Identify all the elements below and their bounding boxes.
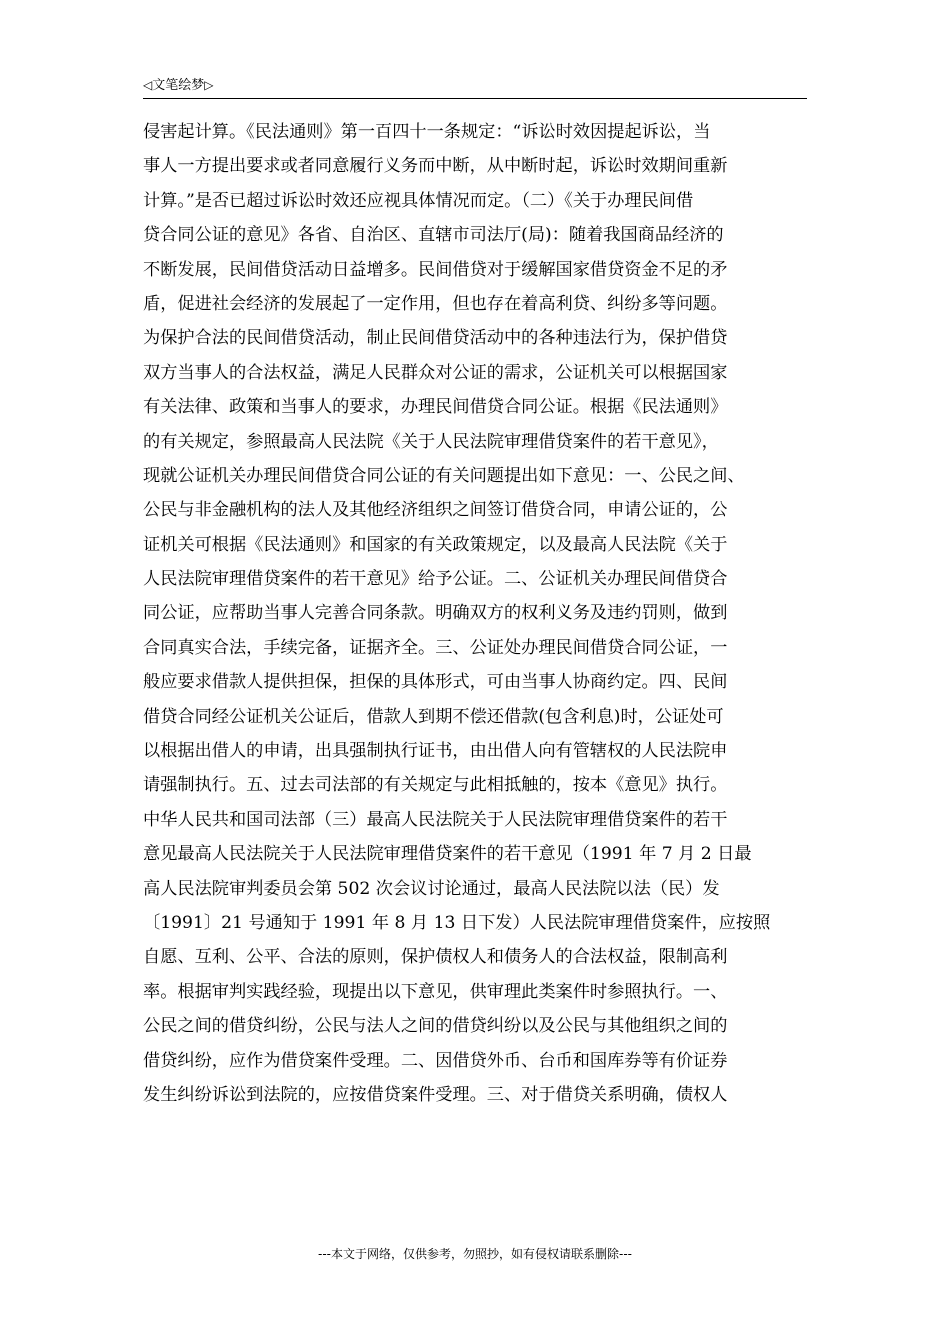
text-line: 率。根据审判实践经验，现提出以下意见，供审理此类案件时参照执行。一、 <box>143 981 728 1002</box>
text-line: 借贷纠纷，应作为借贷案件受理。二、因借贷外币、台币和国库券等有价证券 <box>143 1050 728 1071</box>
page-footer: ---本文于网络，仅供参考，勿照抄，如有侵权请联系删除--- <box>318 1247 632 1261</box>
text-line: 公民之间的借贷纠纷，公民与法人之间的借贷纠纷以及公民与其他组织之间的 <box>143 1016 728 1037</box>
page-header <box>143 74 807 99</box>
document-body <box>143 115 807 1112</box>
text-line: 盾，促进社会经济的发展起了一定作用，但也存在着高利贷、纠纷多等问题。 <box>143 293 728 314</box>
text-line: 般应要求借款人提供担保，担保的具体形式，可由当事人协商约定。四、民间 <box>143 672 728 693</box>
text-line: 人民法院审理借贷案件的若干意见》给予公证。二、公证机关办理民间借贷合 <box>143 569 728 590</box>
text-line: 合同真实合法，手续完备，证据齐全。三、公证处办理民间借贷合同公证，一 <box>143 637 728 658</box>
text-line: 的有关规定，参照最高人民法院《关于人民法院审理借贷案件的若干意见》， <box>143 431 719 452</box>
header-title <box>143 76 213 95</box>
text-line: 贷合同公证的意见》各省、自治区、直辖市司法厅(局)：随着我国商品经济的 <box>143 225 724 246</box>
text-line: 〔1991〕21 号通知于 1991 年 8 月 13 日下发）人民法院审理借贷案件，应按照 <box>143 912 771 933</box>
text-line: 为保护合法的民间借贷活动，制止民间借贷活动中的各种违法行为，保护借贷 <box>143 328 728 349</box>
text-line: 有关法律、政策和当事人的要求，办理民间借贷合同公证。根据《民法通则》 <box>143 397 728 418</box>
left-triangle-icon: ◁ <box>143 78 153 92</box>
text-line: 以根据出借人的申请，出具强制执行证书，由出借人向有管辖权的人民法院申 <box>143 741 728 762</box>
text-line: 现就公证机关办理民间借贷合同公证的有关问题提出如下意见：一、公民之间、 <box>143 465 745 486</box>
text-line: 意见最高人民法院关于人民法院审理借贷案件的若干意见（1991 年 7 月 2 日最 <box>143 844 752 865</box>
text-line: 证机关可根据《民法通则》和国家的有关政策规定，以及最高人民法院《关于 <box>143 534 728 555</box>
header-title-text: 文笔绘梦 <box>152 78 205 93</box>
text-line: 公民与非金融机构的法人及其他经济组织之间签订借贷合同，申请公证的，公 <box>143 500 728 521</box>
text-line: 事人一方提出要求或者同意履行义务而中断，从中断时起，诉讼时效期间重新 <box>143 156 728 177</box>
text-line: 不断发展，民间借贷活动日益增多。民间借贷对于缓解国家借贷资金不足的矛 <box>143 259 728 280</box>
text-line: 同公证，应帮助当事人完善合同条款。明确双方的权利义务及违约罚则，做到 <box>143 603 728 624</box>
text-line: 请强制执行。五、过去司法部的有关规定与此相抵触的，按本《意见》执行。 <box>143 775 728 796</box>
text-line: 高人民法院审判委员会第 502 次会议讨论通过，最高人民法院以法（民）发 <box>143 878 720 899</box>
text-line: 自愿、互利、公平、合法的原则，保护债权人和债务人的合法权益，限制高利 <box>143 947 728 968</box>
text-line: 发生纠纷诉讼到法院的，应按借贷案件受理。三、对于借贷关系明确，债权人 <box>143 1084 728 1105</box>
right-triangle-icon: ▷ <box>204 78 214 92</box>
text-line: 计算。”是否已超过诉讼时效还应视具体情况而定。（二）《关于办理民间借 <box>143 190 694 211</box>
text-line: 双方当事人的合法权益，满足人民群众对公证的需求，公证机关可以根据国家 <box>143 362 728 383</box>
text-line: 侵害起计算。《民法通则》第一百四十一条规定：“诉讼时效因提起诉讼，当 <box>143 122 711 142</box>
text-line: 借贷合同经公证机关公证后，借款人到期不偿还借款(包含利息)时，公证处可 <box>143 706 724 727</box>
text-line: 中华人民共和国司法部（三）最高人民法院关于人民法院审理借贷案件的若干 <box>143 809 728 830</box>
